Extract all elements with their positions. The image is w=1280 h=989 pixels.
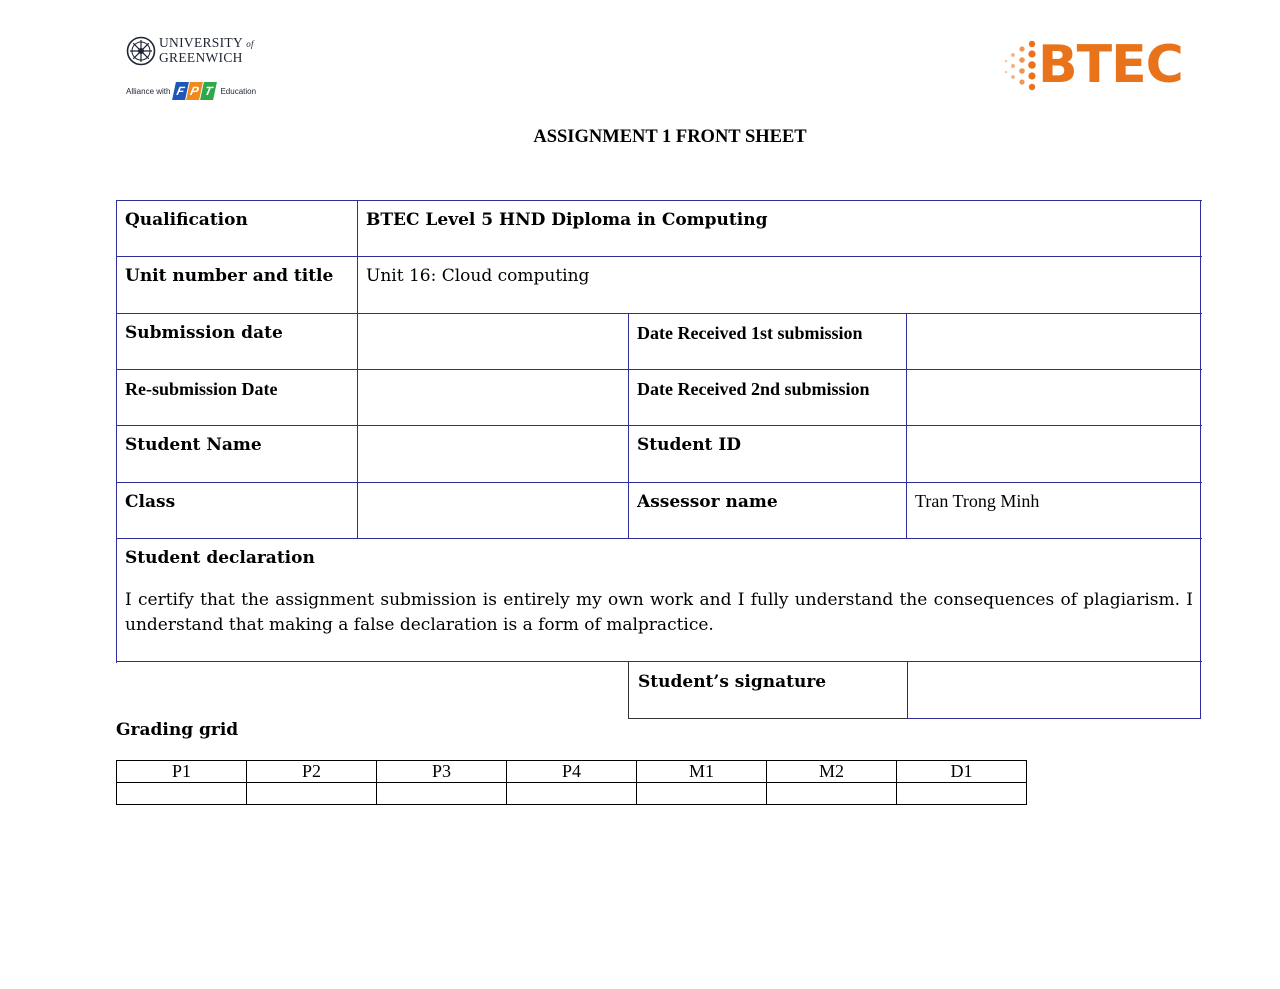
page-title: ASSIGNMENT 1 FRONT SHEET [533,127,807,147]
grade-value-m1[interactable] [637,783,767,805]
grade-header-m2: M2 [767,761,897,783]
grading-grid [116,760,1027,805]
date-received-2-label: Date Received 2nd submission [637,379,870,399]
grading-header-row [117,761,1027,783]
assessor-label: Assessor name [637,492,778,512]
btec-wordmark: BTEC [1038,35,1183,95]
grading-grid-title: Grading grid [116,720,239,740]
grade-header-p1: P1 [117,761,247,783]
signature-label-cell [628,662,908,719]
date-received-1-label: Date Received 1st submission [637,323,863,343]
resubmission-date-label: Re-submission Date [125,379,278,399]
assessor-value: Tran Trong Minh [915,491,1040,511]
grade-value-m2[interactable] [767,783,897,805]
university-seal-icon [126,36,156,66]
unit-label: Unit number and title [125,266,334,286]
grade-value-p1[interactable] [117,783,247,805]
grade-value-p2[interactable] [247,783,377,805]
grade-value-p3[interactable] [377,783,507,805]
grade-header-d1: D1 [897,761,1027,783]
signature-label: Student’s signature [638,672,827,692]
student-id-label: Student ID [637,435,742,455]
fpt-logo: F P T [174,82,216,100]
grade-header-p2: P2 [247,761,377,783]
grade-header-m1: M1 [637,761,767,783]
student-name-label: Student Name [125,435,262,455]
unit-value: Unit 16: Cloud computing [366,266,590,286]
grade-value-d1[interactable] [897,783,1027,805]
qualification-label: Qualification [125,210,248,230]
front-sheet-table [116,200,1202,663]
grade-value-p4[interactable] [507,783,637,805]
declaration-heading: Student declaration [125,548,315,568]
signature-section [628,662,1202,719]
grading-value-row [117,783,1027,805]
university-of-greenwich-logo [126,34,266,100]
btec-dots-icon [1002,38,1038,98]
declaration-text: I certify that the assignment submission is entirely my own work and I fully understand the consequences of plagiarism. I understand that making a false declaration is a form of malpractice. [125,590,1193,635]
class-label: Class [125,492,176,512]
grade-header-p4: P4 [507,761,637,783]
submission-date-label: Submission date [125,323,283,343]
btec-logo [1002,36,1198,98]
qualification-value: BTEC Level 5 HND Diploma in Computing [366,210,768,230]
fpt-alliance: Alliance with F P T Education [126,84,257,98]
grade-header-p3: P3 [377,761,507,783]
university-name: UNIVERSITY of GREENWICH [159,35,254,65]
signature-field[interactable] [907,662,1201,719]
